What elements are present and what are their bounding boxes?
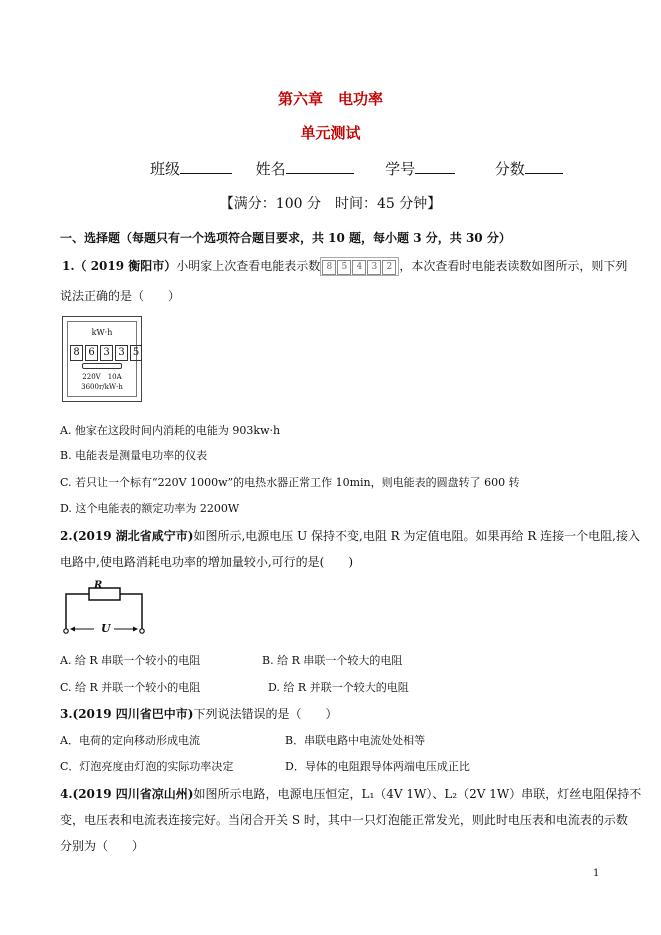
- question-1-line-2: 说法正确的是（ ）: [60, 289, 181, 303]
- q1-option-d[interactable]: D. 这个电能表的额定功率为 2200W: [60, 502, 240, 515]
- q1-option-a[interactable]: A. 他家在这段时间内消耗的电能为 903kw·h: [60, 424, 281, 437]
- section-heading: 一、选择题（每题只有一个选项符合题目要求，共 10 题，每小题 3 分，共 30 分）: [60, 231, 511, 245]
- terminal-right: [140, 629, 144, 633]
- question-number: 1.: [62, 259, 75, 273]
- score-blank[interactable]: [525, 159, 563, 174]
- q3-option-d[interactable]: D．导体的电阻跟导体两端电压成正比: [285, 760, 470, 773]
- q3-option-c[interactable]: C．灯泡亮度由灯泡的实际功率决定: [60, 760, 234, 773]
- meter-rating: 220V 10A: [82, 373, 122, 381]
- meter-face: [67, 321, 140, 397]
- exam-meta: 【满分：100 分 时间：45 分钟】: [219, 196, 442, 212]
- question-number: 4.: [60, 787, 73, 801]
- question-4-line-1: 4.(2019 四川省凉山州)如图所示电路，电源电压恒定，L₁（4V 1W）、L₂（2V 1W）串联，灯丝电阻保持不: [60, 787, 642, 801]
- q1-option-c[interactable]: C. 若只让一个标有“220V 1000w”的电热水器正常工作 10min，则电能表的圆盘转了 600 转: [60, 476, 520, 489]
- page-number: 1: [593, 868, 600, 879]
- meter-digits: 8 6 3 3 5: [70, 340, 142, 361]
- circuit-wire-left: [66, 594, 89, 630]
- previous-meter-reading: 8 5 4 3 2: [320, 257, 399, 276]
- q2-option-a[interactable]: A. 给 R 串联一个较小的电阻: [60, 654, 201, 667]
- question-number: 3.: [60, 707, 73, 721]
- q2-option-d[interactable]: D. 给 R 并联一个较大的电阻: [268, 681, 409, 694]
- question-3-line: 3.(2019 四川省巴中市)下列说法错误的是（ ）: [60, 707, 338, 721]
- circuit-wire-right: [120, 594, 142, 630]
- terminal-left: [64, 629, 68, 633]
- meter-constant: 3600r/kW·h: [81, 383, 123, 391]
- meter-unit: kW·h: [91, 328, 113, 337]
- id-blank[interactable]: [415, 159, 455, 174]
- chapter-title: 第六章 电功率: [277, 90, 383, 108]
- question-2-line-2: 电路中,使电路消耗电功率的增加量较小,可行的是( ): [60, 555, 353, 569]
- id-label: 学号: [385, 160, 416, 178]
- voltage-label: U: [101, 622, 111, 635]
- q2-option-b[interactable]: B. 给 R 串联一个较大的电阻: [262, 654, 403, 667]
- q1-option-b[interactable]: B. 电能表是测量电功率的仪表: [60, 449, 208, 462]
- question-4-line-3: 分别为（ ）: [60, 839, 145, 853]
- meter-disc-window: [82, 363, 122, 369]
- arrowhead-right: [133, 627, 138, 632]
- class-blank[interactable]: [180, 159, 232, 174]
- q2-option-c[interactable]: C. 给 R 并联一个较小的电阻: [60, 681, 201, 694]
- name-label: 姓名: [255, 160, 286, 178]
- q3-option-b[interactable]: B．串联电路中电流处处相等: [285, 734, 426, 747]
- question-number: 2.: [60, 529, 73, 543]
- electric-meter-figure: [62, 316, 142, 402]
- question-source: (2019 四川省凉山州): [72, 787, 194, 801]
- question-source: （ 2019 衡阳市）: [74, 259, 177, 273]
- resistor-label: R: [94, 580, 103, 591]
- question-1-line-1: 1.（ 2019 衡阳市）小明家上次查看电能表示数 8 5 4 3 2 ，本次查看时电能表读数如图所示，则下列: [62, 257, 627, 276]
- question-4-line-2: 变，电压表和电流表连接完好。当闭合开关 S 时，其中一只灯泡能正常发光，则此时电压表和电流表的示数: [60, 813, 628, 827]
- question-source: (2019 四川省巴中市): [72, 707, 194, 721]
- arrowhead-left: [70, 627, 75, 632]
- subtitle: 单元测试: [300, 124, 361, 142]
- question-source: (2019 湖北省咸宁市): [72, 529, 194, 543]
- class-label: 班级: [150, 160, 181, 178]
- student-info-row: [150, 158, 563, 179]
- question-2-line-1: 2.(2019 湖北省咸宁市)如图所示,电源电压 U 保持不变,电阻 R 为定值电阻。如果再给 R 连接一个电阻,接入: [60, 529, 640, 543]
- score-label: 分数: [494, 160, 525, 178]
- q3-option-a[interactable]: A．电荷的定向移动形成电流: [60, 734, 200, 747]
- name-blank[interactable]: [286, 159, 354, 174]
